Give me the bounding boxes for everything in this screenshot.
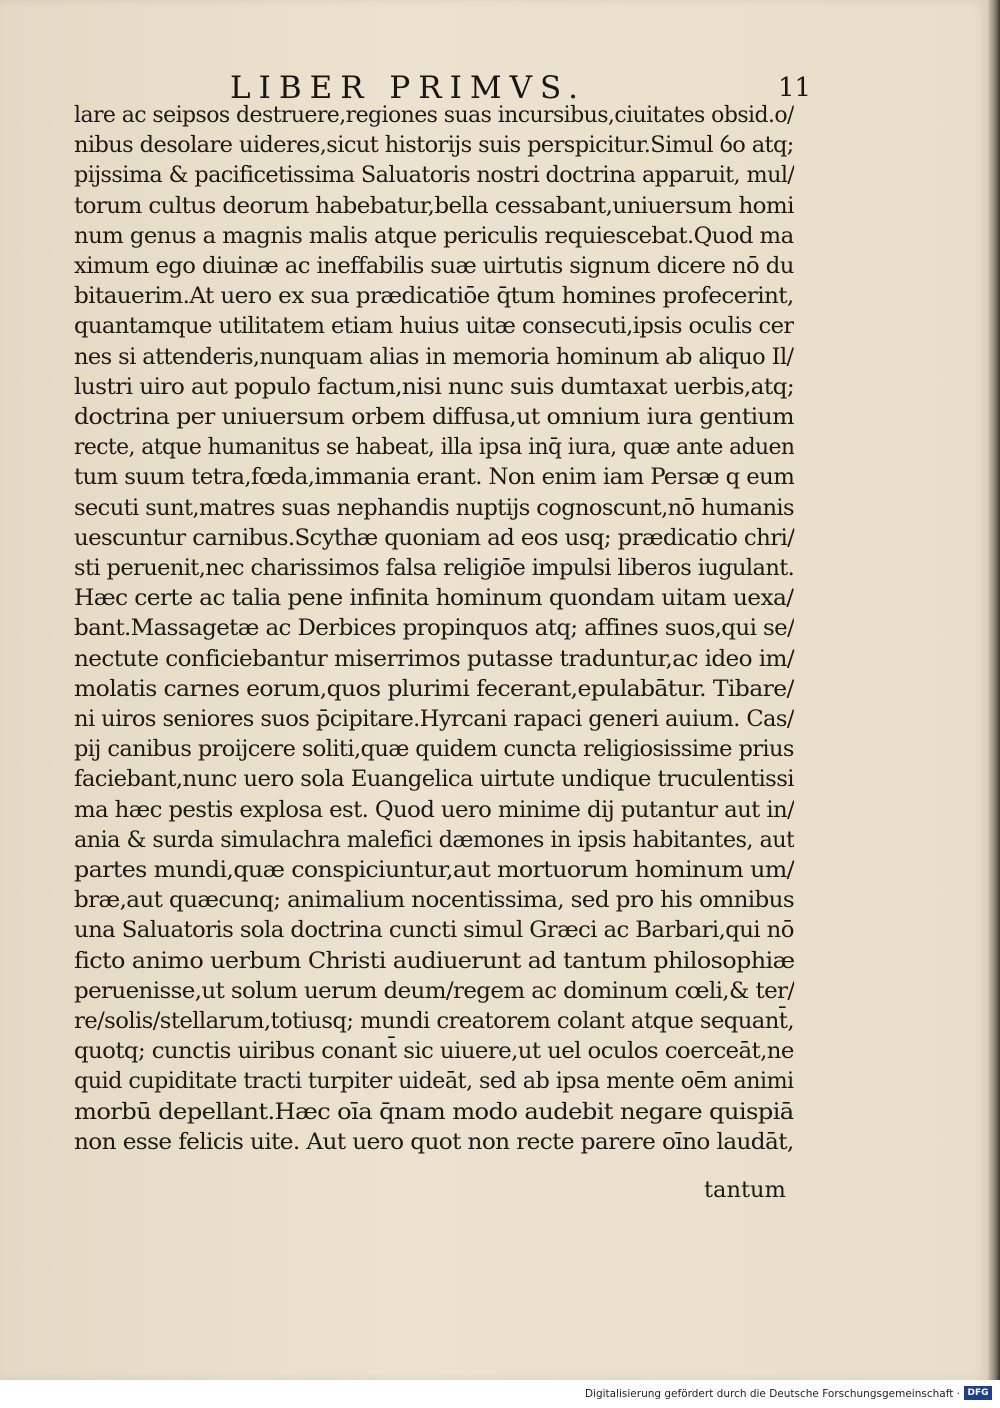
text-line: ficto animo uerbum Christi audiuerunt ad tantum philosophiæ: [74, 948, 795, 974]
text-line: ma hæc pestis explosa est. Quod uero minime dij putantur aut in/: [74, 797, 795, 823]
text-line: recte, atque humanitus se habeat, illa ipsa inq̄ iura, quæ ante aduen: [74, 434, 795, 460]
page-edge: [988, 0, 1000, 1380]
text-line: nes si attenderis,nunquam alias in memoria hominum ab aliquo Il/: [74, 344, 794, 370]
text-line: lustri uiro aut populo factum,nisi nunc suis dumtaxat uerbis,atq;: [74, 374, 795, 400]
text-line: morbū depellant.Hæc oīa q̄nam modo audebit negare quispiā: [74, 1099, 794, 1125]
text-line: nibus desolare uideres,sicut historijs suis perspicitur.Simul ỽo atq;: [74, 132, 794, 158]
text-line: partes mundi,quæ conspiciuntur,aut mortuorum hominum um/: [74, 857, 795, 883]
text-line: ania & surda simulachra malefici dæmones in ipsis habitantes, aut: [74, 827, 795, 853]
text-line: ni uiros seniores suos p̄cipitare.Hyrcani rapaci generi auium. Cas/: [74, 706, 794, 732]
dfg-logo: DFG: [964, 1386, 992, 1400]
text-line: nectute conficiebantur miserrimos putasse traduntur,ac ideo im/: [74, 646, 795, 672]
text-line: ximum ego diuinæ ac ineffabilis suæ uirtutis signum dicere nō du: [74, 253, 794, 279]
text-line: faciebant,nunc uero sola Euangelica uirtute undique truculentissi: [74, 766, 794, 792]
funding-notice: Digitalisierung gefördert durch die Deutsche Forschungsgemeinschaft ·: [584, 1388, 960, 1400]
text-line: bræ,aut quæcunq; animalium nocentissima, sed pro his omnibus: [74, 887, 795, 913]
text-line: torum cultus deorum habebatur,bella cessabant,uniuersum homi: [74, 193, 794, 219]
folio-number: 11: [778, 73, 812, 103]
text-line: Hæc certe ac talia pene infinita hominum quondam uitam uexa/: [74, 585, 794, 611]
catchword: tantum: [704, 1177, 786, 1203]
text-line: pij canibus proijcere soliti,quæ quidem cuncta religiosissime prius: [74, 736, 794, 762]
text-line: uescuntur carnibus.Scythæ quoniam ad eos usq; prædicatio chri/: [74, 525, 795, 551]
text-line: sti peruenit,nec charissimos falsa religiōe impulsi liberos iugulant.: [74, 555, 795, 581]
text-line: re/solis/stellarum,totiusq; mundi creatorem colant atque sequant̄,: [74, 1008, 794, 1034]
footer-bar: [0, 1380, 1000, 1408]
text-line: una Saluatoris sola doctrina cuncti simul Græci ac Barbari,qui nō: [74, 917, 794, 943]
text-line: bant.Massagetæ ac Derbices propinquos atq; affines suos,qui se/: [74, 615, 795, 641]
text-line: secuti sunt,matres suas nephandis nuptijs cognoscunt,nō humanis: [74, 495, 794, 521]
text-line: bitauerim.At uero ex sua prædicatiōe q̄tum homines profecerint,: [74, 283, 794, 309]
text-line: tum suum tetra,fœda,immania erant. Non enim iam Persæ q eum: [74, 464, 795, 490]
text-line: quantamque utilitatem etiam huius uitæ consecuti,ipsis oculis cer: [74, 313, 794, 339]
running-title: LIBER PRIMVS.: [230, 70, 586, 106]
text-line: peruenisse,ut solum uerum deum/regem ac dominum cœli,& ter/: [74, 978, 795, 1004]
text-line: non esse felicis uite. Aut uero quot non recte parere oīno laudāt,: [74, 1129, 794, 1155]
text-line: pijssima & pacificetissima Saluatoris nostri doctrina apparuit, mul/: [74, 162, 795, 188]
text-line: doctrina per uniuersum orbem diffusa,ut omnium iura gentium: [74, 404, 794, 430]
text-line: lare ac seipsos destruere,regiones suas incursibus,ciuitates obsid.o/: [74, 102, 794, 128]
text-line: molatis carnes eorum,quos plurimi fecerant,epulabātur. Tibare/: [74, 676, 794, 702]
text-line: quid cupiditate tracti turpiter uideāt, sed ab ipsa mente oēm animi: [74, 1068, 794, 1094]
text-line: quotq; cunctis uiribus conant̄ sic uiuere,ut uel oculos coerceāt,ne: [74, 1038, 794, 1064]
text-line: num genus a magnis malis atque periculis requiescebat.Quod ma: [74, 223, 794, 249]
